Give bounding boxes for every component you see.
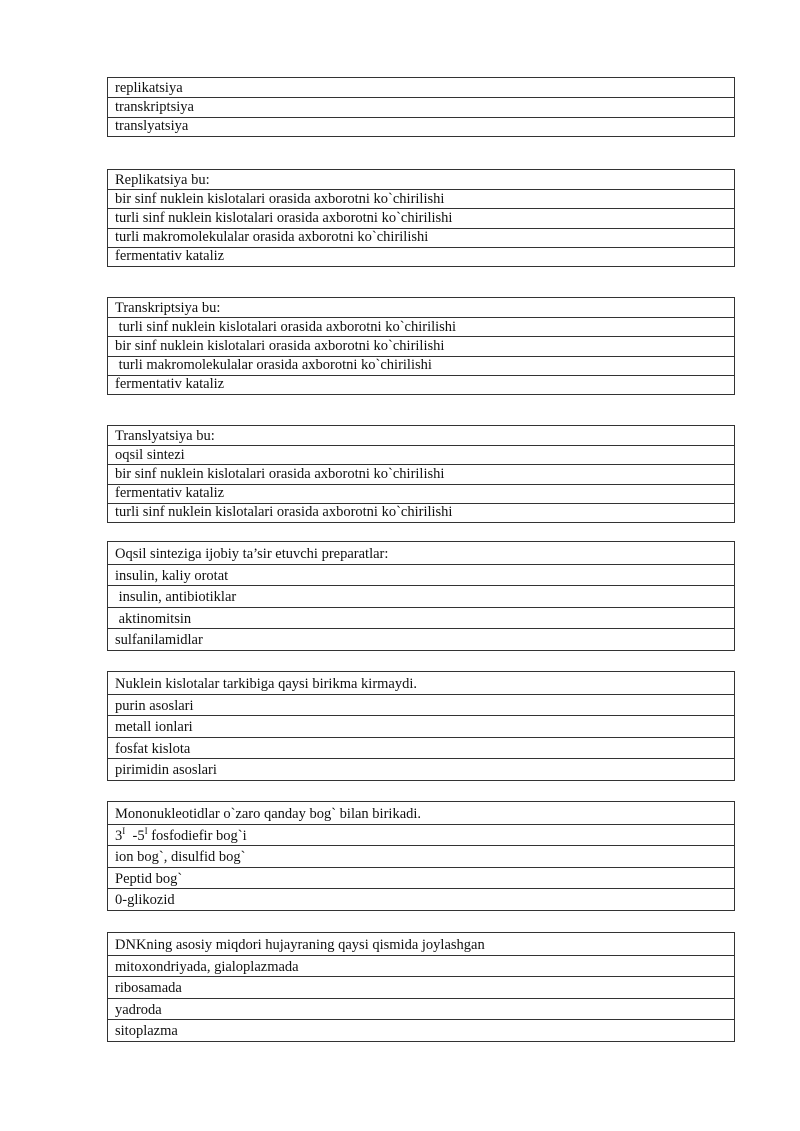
answer-row [108, 955, 734, 977]
answer-text: Peptid bog` [115, 870, 183, 887]
question-text: Mononukleotidlar o`zaro qanday bog` bilan birikadi. [115, 806, 422, 823]
answer-row [108, 317, 734, 336]
row-text: transkriptsiya [115, 99, 194, 116]
answer-text: turli sinf nuklein kislotalari orasida axborotni ko`chirilishi [115, 318, 457, 335]
answer-text: bir sinf nuklein kislotalari orasida axborotni ko`chirilishi [115, 466, 445, 483]
answer-row [108, 824, 734, 846]
answer-row [108, 464, 734, 483]
answer-row [108, 484, 734, 503]
answer-row [108, 445, 734, 464]
answer-row [108, 585, 734, 607]
answer-row [108, 867, 734, 889]
answer-text: aktinomitsin [115, 610, 192, 627]
answer-row [108, 758, 734, 780]
answer-text: fosfat kislota [115, 740, 191, 757]
table-row [108, 117, 734, 136]
answer-text: yadroda [115, 1001, 162, 1018]
question-text: Translyatsiya bu: [115, 427, 215, 444]
answer-text: metall ionlari [115, 719, 193, 736]
question-block-2 [107, 169, 735, 267]
question-block-6 [107, 671, 735, 781]
question-row [108, 802, 734, 824]
question-block-8 [107, 932, 735, 1042]
answer-row [108, 375, 734, 394]
answer-row [108, 1019, 734, 1041]
answer-row [108, 694, 734, 716]
question-text: Transkriptsiya bu: [115, 299, 221, 316]
question-block-7 [107, 801, 735, 911]
answer-text: fermentativ kataliz [115, 376, 225, 393]
answer-row [108, 998, 734, 1020]
question-row [108, 933, 734, 955]
answer-text: sitoplazma [115, 1023, 178, 1040]
answer-text: pirimidin asoslari [115, 762, 217, 779]
answer-row [108, 228, 734, 247]
answer-text: ion bog`, disulfid bog` [115, 849, 246, 866]
answer-text: purin asoslari [115, 697, 194, 714]
answer-row [108, 888, 734, 910]
answer-row [108, 356, 734, 375]
answer-text: ribosamada [115, 980, 182, 997]
question-block-3 [107, 297, 735, 395]
question-block-5 [107, 541, 735, 651]
answer-text: insulin, antibiotiklar [115, 589, 237, 606]
answer-text: sulfanilamidlar [115, 632, 203, 649]
answer-row [108, 715, 734, 737]
answer-text: fermentativ kataliz [115, 485, 225, 502]
answer-row [108, 336, 734, 355]
row-text: replikatsiya [115, 79, 183, 96]
answer-text: fermentativ kataliz [115, 248, 225, 265]
question-row [108, 542, 734, 564]
answer-text: turli sinf nuklein kislotalari orasida axborotni ko`chirilishi [115, 504, 453, 521]
question-row [108, 426, 734, 445]
question-text: DNKning asosiy miqdori hujayraning qaysi qismida joylashgan [115, 937, 485, 954]
answer-text: bir sinf nuklein kislotalari orasida axborotni ko`chirilishi [115, 338, 445, 355]
bond-name: fosfodiefir bog`i [147, 827, 247, 844]
bond-position-5: -5 [125, 827, 145, 844]
answer-row [108, 628, 734, 650]
question-row [108, 170, 734, 189]
question-text: Oqsil sinteziga ijobiy ta’sir etuvchi preparatlar: [115, 546, 389, 563]
answer-text: oqsil sintezi [115, 446, 185, 463]
answer-row [108, 564, 734, 586]
row-text: translyatsiya [115, 118, 189, 135]
answer-row [108, 503, 734, 522]
table-row [108, 97, 734, 116]
answer-text: turli sinf nuklein kislotalari orasida axborotni ko`chirilishi [115, 210, 453, 227]
answer-text: mitoxondriyada, gialoplazmada [115, 958, 299, 975]
prime-mark: I [144, 825, 148, 836]
answer-row [108, 208, 734, 227]
prime-mark: I [122, 825, 126, 836]
question-row [108, 298, 734, 317]
question-block-1 [107, 77, 735, 137]
answer-row [108, 189, 734, 208]
answer-row [108, 845, 734, 867]
question-row [108, 672, 734, 694]
bond-position-3: 3 [115, 827, 123, 844]
question-text: Nuklein kislotalar tarkibiga qaysi birikma kirmaydi. [115, 676, 418, 693]
answer-text: turli makromolekulalar orasida axborotni ko`chirilishi [115, 229, 429, 246]
answer-text: insulin, kaliy orotat [115, 567, 229, 584]
answer-text: bir sinf nuklein kislotalari orasida axborotni ko`chirilishi [115, 190, 445, 207]
answer-row [108, 607, 734, 629]
answer-text: turli makromolekulalar orasida axborotni ko`chirilishi [115, 357, 432, 374]
question-text: Replikatsiya bu: [115, 171, 210, 188]
answer-row [108, 247, 734, 266]
answer-row [108, 737, 734, 759]
answer-row [108, 976, 734, 998]
answer-text: 0-glikozid [115, 892, 175, 909]
answer-text [115, 825, 247, 846]
table-row [108, 78, 734, 97]
question-block-4 [107, 425, 735, 523]
